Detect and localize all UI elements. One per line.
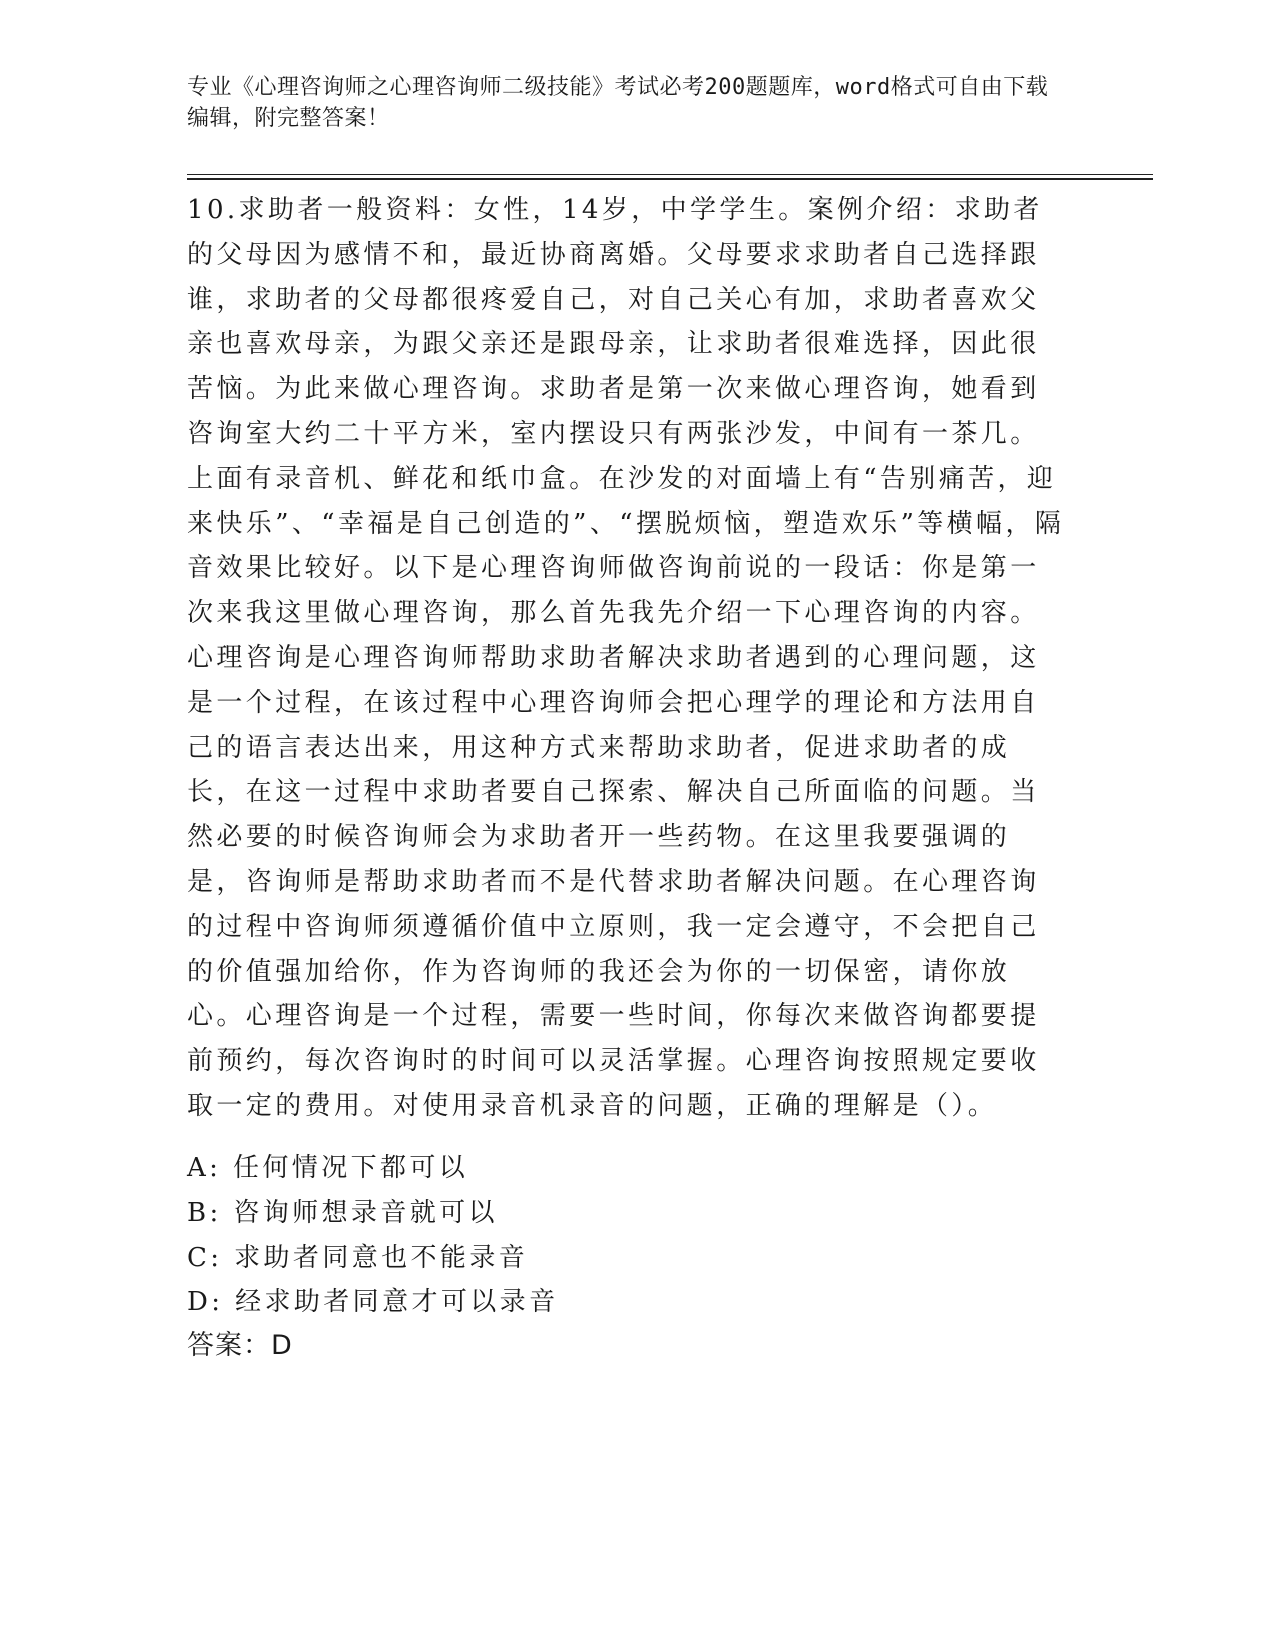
option-a: A: 任何情况下都可以 [187,1153,469,1183]
answer-text: 答案：D [187,1330,293,1361]
document-header: 专业《心理咨询师之心理咨询师二级技能》考试必考200题题库，word格式可自由下载编辑，附完整答案！ [187,75,1049,131]
option-b: B: 咨询师想录音就可以 [187,1197,498,1228]
header-divider-thin [187,174,1153,175]
options-list [187,1146,1067,1325]
option-d: D: 经求助者同意才可以录音 [187,1287,559,1318]
option-c: C: 求助者同意也不能录音 [187,1242,529,1273]
header-divider-thick [187,178,1153,180]
question-text: 10.求助者一般资料：女性，14岁，中学学生。案例介绍：求助者的父母因为感情不和，最近协商离婚。父母要求求助者自己选择跟谁，求助者的父母都很疼爱自己，对自己关心有加，求助者喜欢父亲也喜欢母亲，为跟父亲还是跟母亲，让求助者很难选择，因此很苦恼。为此来做心理咨询。求助者是第一次来做心理咨询，她看到咨询室大约二十平方米，室内摆设只有两张沙发，中间有一茶几。上面有录音机、鲜花和纸巾盒。在沙发的对面墙上有“告别痛苦，迎来快乐”、“幸福是自己创造的”、“摆脱烦恼，塑造欢乐”等横幅，隔音效果比较好。以下是心理咨询师做咨询前说的一段话：你是第一次来我这里做心理咨询，那么首先我先介绍一下心理咨询的内容。心理咨询是心理咨询师帮助求助者解决求助者遇到的心理问题，这是一个过程，在该过程中心理咨询师会把心理学的理论和方法用自己的语言表达出来，用这种方式来帮助求助者，促进求助者的成长，在这一过程中求助者要自己探索、解决自己所面临的问题。当然必要的时候咨询师会为求助者开一些药物。在这里我要强调的是，咨询师是帮助求助者而不是代替求助者解决问题。在心理咨询的过程中咨询师须遵循价值中立原则，我一定会遵守，不会把自己的价值强加给你，作为咨询师的我还会为你的一切保密，请你放心。心理咨询是一个过程，需要一些时间，你每次来做咨询都要提前预约，每次咨询时的时间可以灵活掌握。心理咨询按照规定要收取一定的费用。对使用录音机录音的问题，正确的理解是（）。 [187,195,1065,1121]
